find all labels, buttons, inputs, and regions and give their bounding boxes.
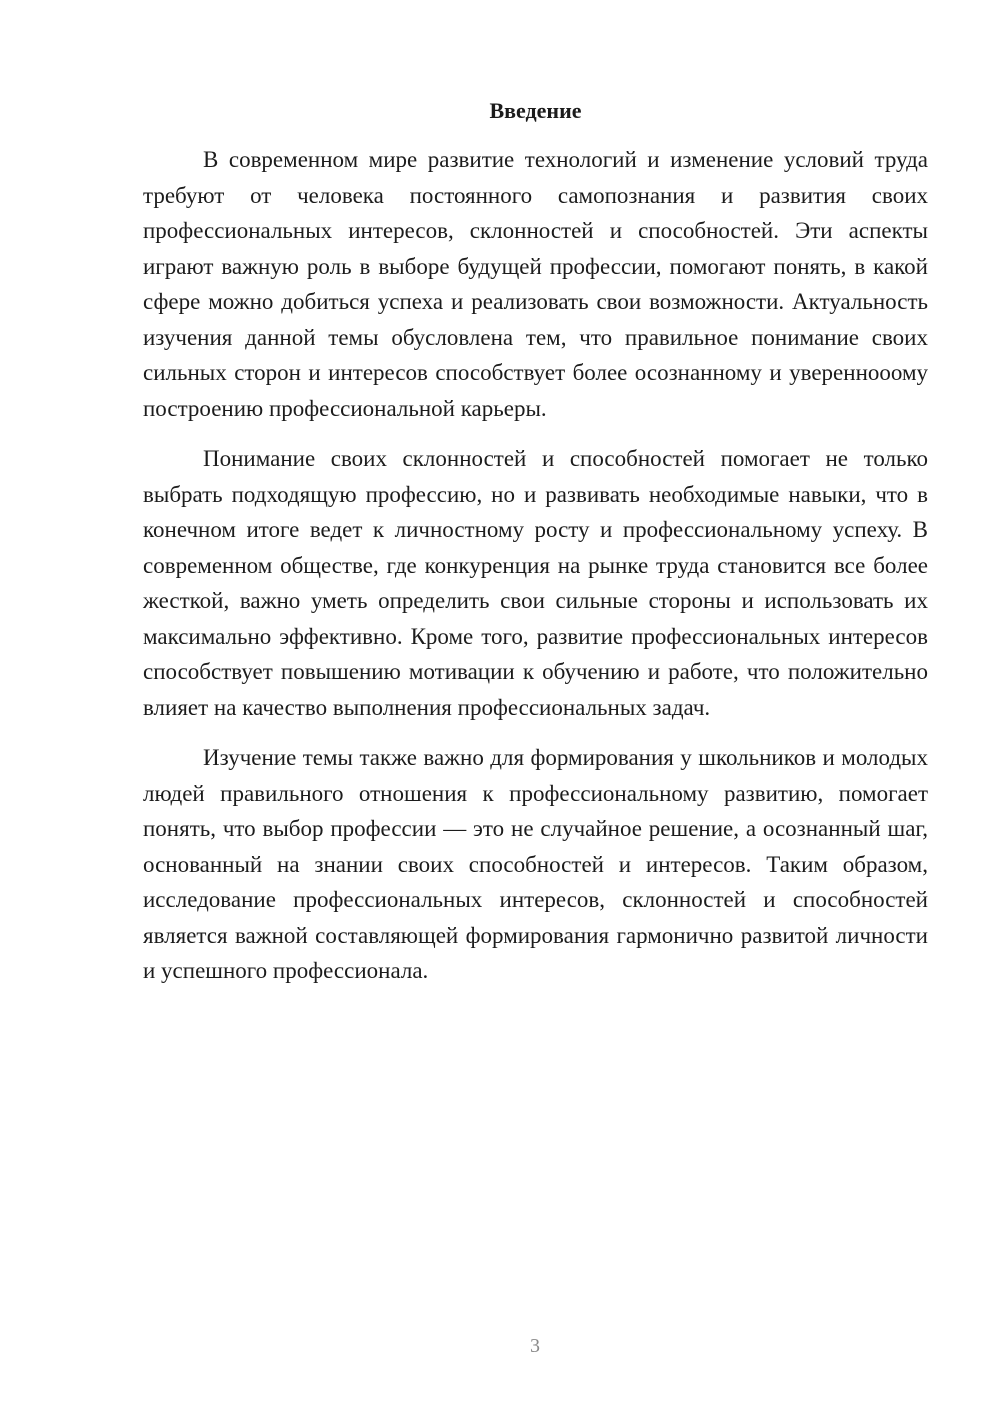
paragraph-2: Понимание своих склонностей и способностей помогает не только выбрать подходящую профессию, но и развивать необходимые навыки, что в конечном итоге ведет к личностному росту и профессиональному успеху. В современном обществе, где конкуренция на рынке труда становится все более жесткой, важно уметь определить свои сильные стороны и использовать их максимально эффективно. Кроме того, развитие профессиональных интересов способствует повышению мотивации к обучению и работе, что положительно влияет на качество выполнения профессиональных задач. — [143, 446, 928, 720]
page-number: 3 — [530, 1335, 540, 1357]
paragraph-3: Изучение темы также важно для формирования у школьников и молодых людей правильного отношения к профессиональному развитию, помогает понять, что выбор профессии — это не случайное решение, а осознанный шаг, основанный на знании своих способностей и интересов. Таким образом, исследование профессиональных интересов, склонностей и способностей является важной составляющей формирования гармонично развитой личности и успешного профессионала. — [143, 745, 928, 983]
paragraph-1: В современном мире развитие технологий и изменение условий труда требуют от человека постоянного самопознания и развития своих профессиональных интересов, склонностей и способностей. Эти аспекты играют важную роль в выборе будущей профессии, помогают понять, в какой сфере можно добиться успеха и реализовать свои возможности. Актуальность изучения данной темы обусловлена тем, что правильное понимание своих сильных сторон и интересов способствует более осознанному и увереннооому построению профессиональной карьеры. — [143, 147, 928, 421]
section-heading: Введение — [489, 98, 582, 123]
body-text — [143, 142, 928, 1004]
